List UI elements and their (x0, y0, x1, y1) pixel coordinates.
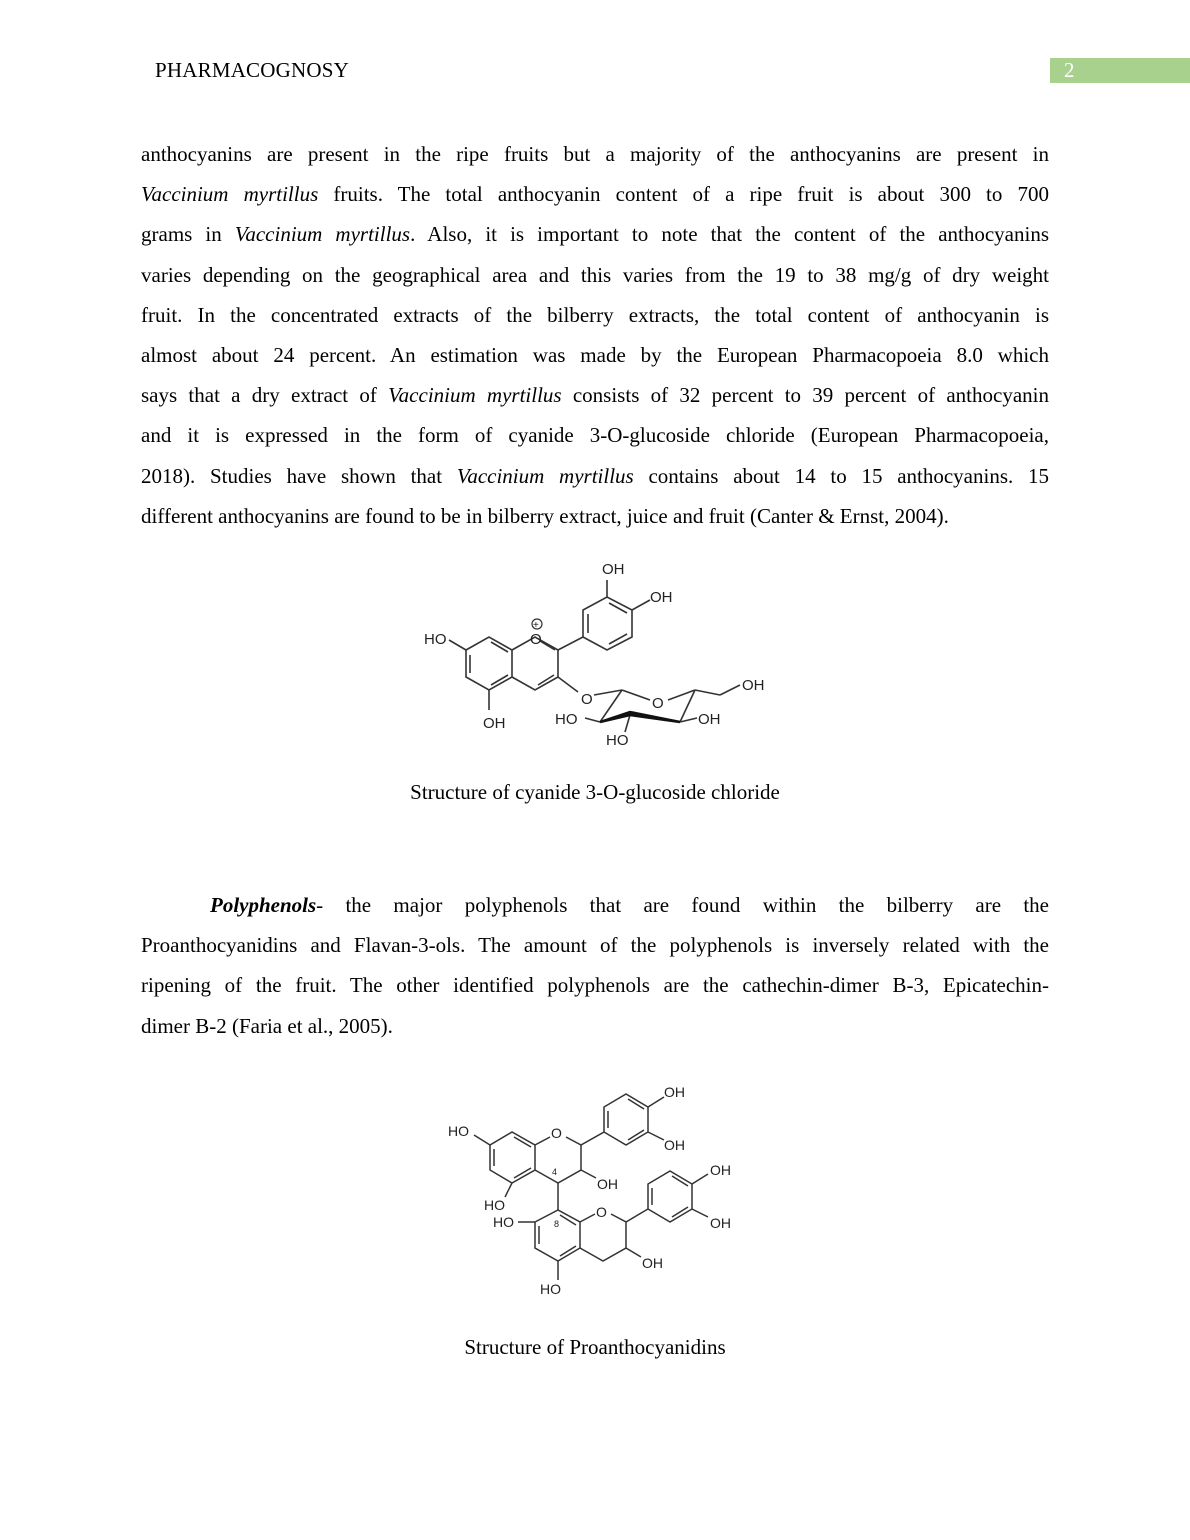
text-line (141, 295, 1049, 335)
b-ring (558, 597, 632, 650)
running-head: PHARMACOGNOSY (155, 58, 349, 82)
label-ho-4: HO (540, 1281, 561, 1297)
label-o-2: O (596, 1204, 607, 1220)
sugar-wedge (600, 712, 680, 722)
text-line (141, 496, 1049, 536)
label-o-1: O (551, 1125, 562, 1141)
label-oh-2: OH (664, 1137, 685, 1153)
text-segment: varies depending on the geographical area and this varies from the 19 to 38 mg/g of dry weight (141, 262, 1049, 287)
text-line (141, 174, 1049, 214)
label-oh-bottom: OH (483, 715, 506, 732)
label-ho-left: HO (424, 631, 447, 648)
text-segment: 2018). Studies have shown that (141, 463, 457, 488)
label-oh-top: OH (602, 561, 625, 578)
paragraph-anthocyanins (141, 134, 1049, 536)
text-line (141, 255, 1049, 295)
text-line (141, 335, 1049, 375)
text-segment: Proanthocyanidins and Flavan-3-ols. The amount of the polyphenols is inversely related with the (141, 933, 1049, 958)
label-oh-5: OH (710, 1215, 731, 1231)
text-segment: says that a dry extract of (141, 383, 389, 408)
text-line (141, 965, 1049, 1005)
text-segment: grams in (141, 222, 235, 247)
label-oh-1: OH (664, 1084, 685, 1100)
lead-term: Polyphenols (210, 893, 317, 917)
label-ho-2: HO (484, 1197, 505, 1213)
text-line (141, 925, 1049, 965)
label-ho-sugar-left: HO (555, 711, 578, 728)
label-ring-o: O (530, 631, 542, 648)
label-ho-3: HO (493, 1214, 514, 1230)
label-charge: + (533, 620, 539, 631)
figure-caption-proanthocyanidins: Structure of Proanthocyanidins (464, 1335, 726, 1359)
label-position-4: 4 (552, 1167, 558, 1177)
a-ring (466, 637, 512, 690)
text-segment: dimer B-2 (Faria et al., 2005). (141, 1013, 393, 1038)
text-segment: ripening of the fruit. The other identified polyphenols are the cathechin-dimer B-3, Epicatechin- (141, 973, 1049, 998)
label-oh-right: OH (650, 589, 673, 606)
text-line (141, 456, 1049, 496)
label-sugar-o: O (652, 695, 664, 712)
text-line (141, 134, 1049, 174)
proanthocyanidin-structure (440, 1078, 750, 1300)
text-segment: and it is expressed in the form of cyanide 3-O-glucoside chloride (European Pharmacopoeia, (141, 423, 1049, 448)
label-oh-sugar-right: OH (698, 711, 721, 728)
cyanidin-glucoside-structure (415, 555, 775, 755)
species-name: Vaccinium myrtillus (141, 182, 319, 207)
text-line (141, 885, 1049, 925)
label-oh-3: OH (597, 1176, 618, 1192)
species-name: Vaccinium myrtillus (234, 222, 411, 247)
text-line (141, 415, 1049, 455)
text-segment: fruit. In the concentrated extracts of the bilberry extracts, the total content of anthocyanin is (141, 302, 1049, 327)
text-segment: consists of 32 percent to 39 percent of anthocyanin (561, 383, 1049, 408)
text-line (141, 1006, 1049, 1046)
page-number: 2 (1050, 58, 1190, 83)
label-position-8: 8 (554, 1219, 560, 1229)
label-ch2oh: OH (742, 677, 765, 694)
label-ho-sugar-bottom: HO (606, 732, 629, 749)
text-segment: - the major polyphenols that are found within the bilberry are the (316, 893, 1049, 917)
species-name: Vaccinium myrtillus (388, 383, 562, 408)
label-ho-1: HO (448, 1123, 469, 1139)
figure-caption-cyanidin: Structure of cyanide 3-O-glucoside chloride (410, 780, 780, 804)
text-segment: different anthocyanins are found to be in bilberry extract, juice and fruit (Canter & Ernst, 2004). (141, 503, 949, 528)
paragraph-polyphenols (141, 885, 1049, 1046)
text-segment: fruits. The total anthocyanin content of a ripe fruit is about 300 to 700 (318, 182, 1049, 207)
label-oh-6: OH (642, 1255, 663, 1271)
text-segment: . Also, it is important to note that the content of the anthocyanins (410, 222, 1049, 247)
text-segment: almost about 24 percent. An estimation was made by the European Pharmacopoeia 8.0 which (141, 342, 1049, 367)
text-line (141, 375, 1049, 415)
text-segment: contains about 14 to 15 anthocyanins. 15 (633, 463, 1049, 488)
text-segment: anthocyanins are present in the ripe fruits but a majority of the anthocyanins are present in (141, 142, 1049, 166)
text-line (141, 214, 1049, 254)
species-name: Vaccinium myrtillus (456, 463, 634, 488)
label-oh-4: OH (710, 1162, 731, 1178)
label-ether-o: O (581, 691, 593, 708)
